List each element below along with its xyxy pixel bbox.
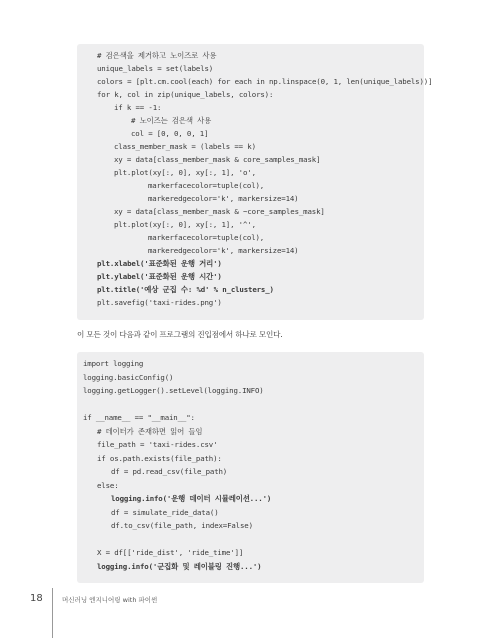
code-line: xy = data[class_member_mask & core_samples_mask]: [114, 155, 321, 164]
code-line: X = df[['ride_dist', 'ride_time']]: [97, 548, 244, 557]
code-line: df.to_csv(file_path, index=False): [111, 521, 253, 530]
code-line: plt.ylabel('표준화된 운행 시간'): [97, 272, 222, 281]
code-line: if __name__ == "__main__":: [83, 413, 195, 422]
code-line: file_path = 'taxi-rides.csv': [97, 440, 218, 449]
code-line: markeredgecolor='k', markersize=14): [148, 246, 299, 255]
code-line: # 데이터가 존재하면 읽어 들임: [97, 426, 203, 436]
code-line: xy = data[class_member_mask & ~core_samples_mask]: [114, 207, 325, 216]
code-line: logging.info('운행 데이터 시뮬레이션...'): [111, 494, 272, 503]
code-line: df = pd.read_csv(file_path): [111, 467, 228, 476]
code-line: plt.plot(xy[:, 0], xy[:, 1], 'o',: [114, 168, 256, 177]
code-line: logging.getLogger().setLevel(logging.INFO): [83, 386, 264, 395]
code-line: df = simulate_ride_data(): [111, 507, 219, 517]
code-line: logging.basicConfig(): [83, 372, 174, 382]
code-line: plt.plot(xy[:, 0], xy[:, 1], '^',: [114, 220, 256, 229]
code-line: plt.xlabel('표준화된 운행 거리'): [97, 259, 222, 268]
page-number: 18: [30, 593, 43, 604]
code-line: if k == -1:: [114, 103, 162, 112]
code-line: import logging: [83, 359, 144, 368]
footer-divider: [52, 588, 53, 638]
code-block-2: [77, 352, 424, 583]
code-line: unique_labels = set(labels): [97, 64, 214, 73]
code-line: class_member_mask = (labels == k): [114, 142, 256, 151]
code-line: # 노이즈는 검은색 사용: [131, 116, 212, 125]
code-line: logging.info('군집화 및 레이블링 진행...'): [97, 561, 262, 571]
code-line: markerfacecolor=tuple(col),: [148, 181, 265, 190]
code-line: markeredgecolor='k', markersize=14): [148, 194, 299, 203]
code-block-1: [77, 44, 433, 320]
code-line: else:: [97, 480, 119, 490]
code-line: for k, col in zip(unique_labels, colors):: [97, 90, 274, 99]
code-line: plt.title('예상 군집 수: %d' % n_clusters_): [97, 285, 274, 294]
code-line: # 검은색을 제거하고 노이즈로 사용: [97, 51, 217, 60]
body-paragraph: 이 모든 것이 다음과 같이 프로그램의 진입점에서 하나로 모인다.: [77, 330, 283, 339]
code-line: if os.path.exists(file_path):: [97, 453, 222, 463]
code-line: markerfacecolor=tuple(col),: [148, 233, 265, 242]
code-line: col = [0, 0, 0, 1]: [131, 129, 209, 138]
running-footer-title: 머신러닝 엔지니어링 with 파이썬: [62, 596, 158, 604]
code-line: plt.savefig('taxi-rides.png'): [97, 298, 222, 307]
code-line: colors = [plt.cm.cool(each) for each in np.linspace(0, 1, len(unique_labels))]: [97, 77, 433, 86]
